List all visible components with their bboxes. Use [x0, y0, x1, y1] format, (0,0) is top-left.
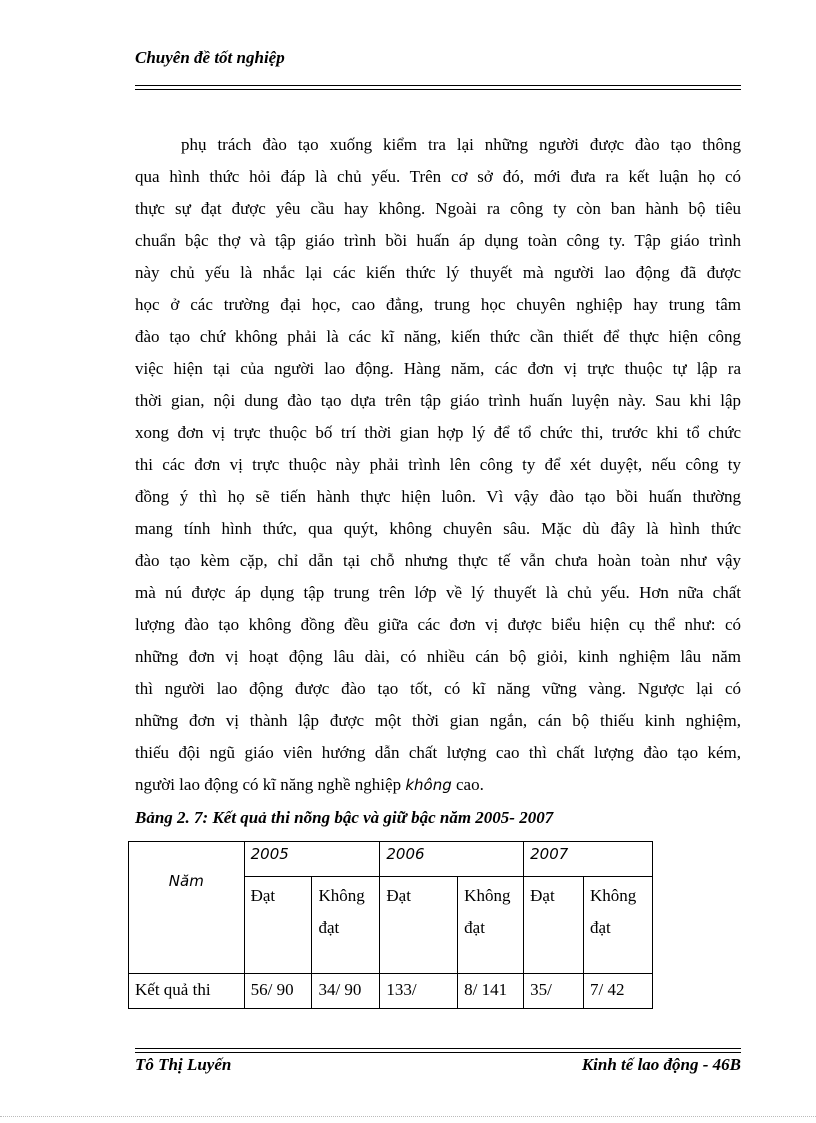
table-row: [129, 842, 653, 877]
body-line: qua hình thức hỏi đáp là chủ yếu. Trên cơ sở đó, mới đưa ra kết luận họ có: [135, 167, 741, 186]
value-cell: 34/ 90: [312, 974, 380, 1009]
body-line: chuẩn bậc thợ và tập giáo trình bồi huấn áp dụng toàn công ty. Tập giáo trình: [135, 231, 741, 250]
body-line: thi các đơn vị trực thuộc này phải trình lên công ty để xét duyệt, nếu công ty: [135, 455, 741, 474]
body-line: việc hiện tại của người lao động. Hàng năm, các đơn vị trực thuộc tự lập ra: [135, 359, 741, 378]
results-table: [128, 841, 653, 1009]
value-cell: 8/ 141: [458, 974, 524, 1009]
footer-rule-bottom: [135, 1052, 741, 1053]
row-header-cell: Năm: [129, 842, 245, 974]
footer-department: Kinh tế lao động - 46B: [581, 1055, 741, 1074]
row-label-cell: Kết quả thi: [129, 974, 245, 1009]
value-cell: 133/: [380, 974, 458, 1009]
body-line-last: [135, 769, 741, 801]
body-line: thiếu đội ngũ giáo viên hướng dẫn chất lượng cao thì chất lượng đào tạo kém,: [135, 743, 741, 762]
last-line-end: cao.: [451, 775, 484, 794]
body-line: lượng đào tạo không đồng đều giữa các đơn vị được biểu hiện cụ thể như: có: [135, 615, 741, 634]
body-paragraph: [135, 129, 741, 801]
year-cell: 2006: [380, 842, 524, 877]
body-line: mang tính hình thức, qua quýt, không chuyên sâu. Mặc dù đây là hình thức: [135, 519, 741, 538]
body-line: đồng ý thì họ sẽ tiến hành thực hiện luôn. Vì vậy đào tạo bồi huấn thường: [135, 487, 741, 506]
body-line: đào tạo chứ không phải là các kĩ năng, kiến thức cần thiết để thực hiện công: [135, 327, 741, 346]
header-rule-bottom: [135, 89, 741, 90]
subheader-cell: Đạt: [380, 877, 458, 974]
subheader-cell: Không đạt: [584, 877, 653, 974]
body-line: xong đơn vị trực thuộc bố trí thời gian hợp lý để tổ chức thi, trước khi tổ chức: [135, 423, 741, 442]
body-line: thì người lao động được đào tạo tốt, có kĩ năng vững vàng. Ngược lại có: [135, 679, 741, 698]
table-row: [129, 974, 653, 1009]
footer-rule-top: [135, 1048, 741, 1049]
page-bottom-dotted-border: [0, 1116, 816, 1117]
header-rule-top: [135, 85, 741, 86]
body-line: học ở các trường đại học, cao đẳng, trung học chuyên nghiệp hay trung tâm: [135, 295, 741, 314]
body-line: thời gian, nội dung đào tạo dựa trên tập giáo trình huấn luyện này. Sau khi lập: [135, 391, 741, 410]
year-cell: 2007: [524, 842, 653, 877]
value-cell: 7/ 42: [584, 974, 653, 1009]
value-cell: 56/ 90: [244, 974, 312, 1009]
value-cell: 35/: [524, 974, 584, 1009]
body-line: những đơn vị thành lập được một thời gian ngắn, cán bộ thiếu kinh nghiệm,: [135, 711, 741, 730]
body-line: thực sự đạt được yêu cầu hay không. Ngoài ra công ty còn ban hành bộ tiêu: [135, 199, 741, 218]
body-line: này chủ yếu là nhắc lại các kiến thức lý thuyết mà người lao động đã được: [135, 263, 741, 282]
subheader-cell: Đạt: [244, 877, 312, 974]
emphasized-word: không: [405, 776, 452, 794]
body-line: phụ trách đào tạo xuống kiểm tra lại những người được đào tạo thông: [181, 135, 741, 154]
subheader-cell: Không đạt: [458, 877, 524, 974]
footer-author: Tô Thị Luyến: [135, 1055, 232, 1074]
subheader-cell: Đạt: [524, 877, 584, 974]
body-line: mà nú được áp dụng tập trung trên lớp về lý thuyết là chủ yếu. Hơn nữa chất: [135, 583, 741, 602]
header-title: Chuyên đề tốt nghiệp: [135, 48, 285, 67]
last-line-start: người lao động có kĩ năng nghề nghiệp: [135, 775, 406, 794]
table-caption: Bảng 2. 7: Kết quả thi nõng bậc và giữ bậc năm 2005- 2007: [135, 808, 554, 827]
body-line: đào tạo kèm cặp, chỉ dẫn tại chỗ nhưng thực tế vẫn chưa hoàn toàn như vậy: [135, 551, 741, 570]
subheader-cell: Không đạt: [312, 877, 380, 974]
body-line: những đơn vị hoạt động lâu dài, có nhiều cán bộ giỏi, kinh nghiệm lâu năm: [135, 647, 741, 666]
year-cell: 2005: [244, 842, 380, 877]
